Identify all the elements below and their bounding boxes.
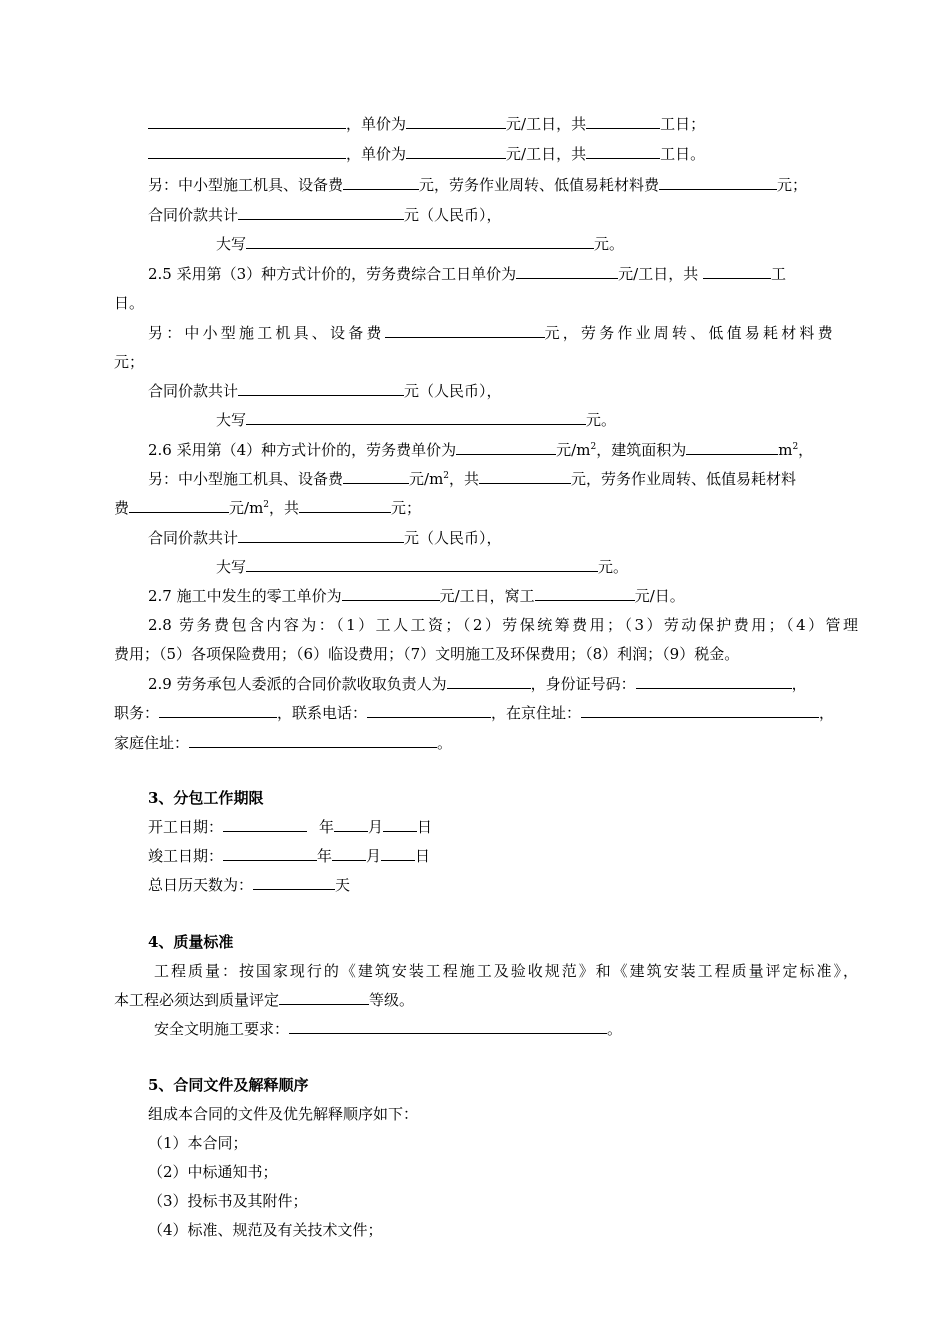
text: 费: [114, 499, 130, 517]
document-item: [148, 1162, 278, 1182]
text: ，: [819, 704, 835, 722]
text: 元/m: [556, 441, 591, 459]
text: 组成本合同的文件及优先解释顺序如下：: [148, 1105, 419, 1123]
blank-field: [223, 846, 317, 861]
text: 元。: [598, 558, 629, 576]
blank-field: [246, 234, 594, 249]
text: 大写: [216, 235, 247, 253]
text: 工日。: [660, 145, 706, 163]
text: 另：中小型施工机具、设备费: [148, 324, 385, 342]
text: （2）中标通知书；: [148, 1163, 278, 1181]
text: ，: [791, 675, 807, 693]
documents-intro: [148, 1104, 418, 1124]
text: 月: [366, 847, 382, 865]
text: 2.6 采用第（4）种方式计价的，劳务费单价为: [148, 441, 457, 459]
blank-field: [223, 817, 307, 832]
amount-in-words-line: [216, 234, 624, 254]
amount-in-words-line-2: [216, 410, 616, 430]
blank-field: [703, 264, 771, 279]
blank-field: [479, 469, 571, 484]
text: 2.5 采用第（3）种方式计价的，劳务费综合工日单价为: [148, 265, 517, 283]
text: ，建筑面积为: [596, 441, 687, 459]
section-2-5-equipment: [148, 323, 836, 343]
text: 2.8 劳务费包含内容为：（1）工人工资；（2）劳保统筹费用；（3）劳动保护费用；（4）管理: [148, 616, 858, 634]
blank-field: [299, 498, 391, 513]
text: 合同价款共计: [148, 529, 239, 547]
text: ，单价为: [346, 145, 407, 163]
blank-field: [129, 498, 229, 513]
text: 天: [335, 876, 351, 894]
contract-total-line: [148, 205, 502, 225]
text: 总日历天数为：: [148, 876, 254, 894]
contract-total-line-2: [148, 381, 502, 401]
text: 元/工日，共: [506, 115, 587, 133]
blank-field: [456, 440, 556, 455]
text: ，: [798, 441, 814, 459]
blank-field: [332, 846, 366, 861]
text: 元/工日，窝工: [439, 587, 535, 605]
text: 合同价款共计: [148, 382, 239, 400]
text: 另：中小型施工机具、设备费: [148, 470, 344, 488]
section-5-heading: [148, 1075, 308, 1095]
superscript: 2: [263, 500, 270, 510]
blank-field: [535, 586, 635, 601]
blank-field: [343, 175, 419, 190]
text: 合同价款共计: [148, 206, 239, 224]
text: 工程质量：按国家现行的《建筑安装工程施工及验收规范》和《建筑安装工程质量评定标准》，: [154, 962, 858, 980]
text: 元，劳务作业周转、低值易耗材料费: [544, 324, 836, 342]
blank-field: [289, 1019, 607, 1034]
text: 日。: [114, 294, 145, 312]
superscript: 2: [443, 471, 450, 481]
text: 元。: [586, 411, 617, 429]
blank-field: [238, 528, 404, 543]
text: 大写: [216, 411, 247, 429]
text: 日: [415, 847, 431, 865]
blank-field: [159, 703, 277, 718]
blank-field: [581, 703, 819, 718]
rate-line-2: [148, 144, 705, 164]
text: 费用；（5）各项保险费用；（6）临设费用；（7）文明施工及环保费用；（8）利润；（9）税金。: [114, 645, 740, 663]
text: 3、分包工作期限: [148, 789, 264, 807]
blank-field: [586, 114, 660, 129]
section-2-7: [148, 586, 685, 606]
blank-field: [246, 557, 598, 572]
blank-field: [659, 175, 777, 190]
text: ，共: [449, 470, 480, 488]
text: 大写: [216, 558, 247, 576]
document-item: [148, 1191, 308, 1211]
total-days-line: [148, 875, 350, 895]
text: 职务：: [114, 704, 160, 722]
text: 工日；: [660, 115, 706, 133]
text: 本工程必须达到质量评定: [114, 991, 280, 1009]
text: 元（人民币），: [404, 529, 502, 547]
blank-field: [343, 469, 409, 484]
blank-field: [406, 144, 506, 159]
text: 月: [368, 818, 384, 836]
blank-field: [406, 114, 506, 129]
text: 元（人民币），: [404, 382, 502, 400]
end-date-line: [148, 846, 430, 866]
blank-field: [246, 410, 586, 425]
contract-total-line-3: [148, 528, 502, 548]
text: 。: [607, 1020, 623, 1038]
text: 安全文明施工要求：: [154, 1020, 290, 1038]
text: ，身份证号码：: [530, 675, 636, 693]
document-item: [148, 1220, 383, 1240]
blank-field: [447, 674, 531, 689]
section-2-9-contact: [114, 703, 834, 723]
section-2-6-equipment: [148, 469, 796, 489]
text: 日: [417, 818, 433, 836]
text: 元；: [777, 176, 808, 194]
text: 年: [319, 818, 335, 836]
blank-field: [636, 674, 792, 689]
text: 元（人民币），: [404, 206, 502, 224]
section-2-6: [148, 440, 813, 460]
safety-requirement-line: [154, 1019, 622, 1039]
blank-field: [148, 114, 346, 129]
superscript: 2: [590, 442, 597, 452]
section-2-5-equipment-cont: [114, 352, 144, 372]
blank-field: [342, 586, 440, 601]
text: m: [778, 441, 793, 459]
superscript: 2: [792, 442, 799, 452]
amount-in-words-line-3: [216, 557, 628, 577]
section-2-8: [148, 615, 858, 635]
blank-field: [253, 875, 335, 890]
blank-field: [367, 703, 491, 718]
blank-field: [189, 733, 437, 748]
text: ，在京住址：: [491, 704, 582, 722]
text: 工: [771, 265, 787, 283]
start-date-line: [148, 817, 432, 837]
text: 元/工日，共: [618, 265, 703, 283]
section-2-5-cont: [114, 293, 144, 313]
section-2-9: [148, 674, 807, 694]
blank-field: [385, 323, 545, 338]
section-2-9-address: [114, 733, 452, 753]
text: （4）标准、规范及有关技术文件；: [148, 1221, 383, 1239]
text: 元/工日，共: [506, 145, 587, 163]
text: （3）投标书及其附件；: [148, 1192, 308, 1210]
text: 元；: [391, 499, 422, 517]
section-3-heading: [148, 788, 263, 808]
section-2-6-equipment-cont: [114, 498, 421, 518]
blank-field: [516, 264, 618, 279]
blank-field: [381, 846, 415, 861]
quality-grade-line: [114, 990, 414, 1010]
text: 5、合同文件及解释顺序: [148, 1076, 309, 1094]
blank-field: [279, 990, 369, 1005]
text: ，联系电话：: [277, 704, 368, 722]
rate-line-1: [148, 114, 705, 134]
text: ，共: [269, 499, 300, 517]
text: 家庭住址：: [114, 734, 190, 752]
text: 竣工日期：: [148, 847, 224, 865]
blank-field: [586, 144, 660, 159]
text: 元/日。: [634, 587, 685, 605]
text: 元。: [594, 235, 625, 253]
section-4-heading: [148, 932, 233, 952]
quality-standard-line: [154, 961, 858, 981]
text: 2.7 施工中发生的零工单价为: [148, 587, 342, 605]
text: 元，劳务作业周转、低值易耗材料: [571, 470, 797, 488]
text: 元/m: [229, 499, 264, 517]
section-2-8-cont: [114, 644, 739, 664]
text: 2.9 劳务承包人委派的合同价款收取负责人为: [148, 675, 447, 693]
equipment-fee-line: [148, 175, 807, 195]
blank-field: [334, 817, 368, 832]
blank-field: [686, 440, 778, 455]
section-2-5: [148, 264, 786, 284]
blank-field: [383, 817, 417, 832]
text: ，单价为: [346, 115, 407, 133]
text: 元，劳务作业周转、低值易耗材料费: [419, 176, 660, 194]
blank-field: [238, 205, 404, 220]
text: 另：中小型施工机具、设备费: [148, 176, 344, 194]
text: 元；: [114, 353, 145, 371]
text: （1）本合同；: [148, 1134, 248, 1152]
text: 等级。: [369, 991, 415, 1009]
text: 年: [317, 847, 333, 865]
text: 4、质量标准: [148, 933, 234, 951]
blank-field: [238, 381, 404, 396]
text: 。: [437, 734, 453, 752]
document-item: [148, 1133, 248, 1153]
text: 开工日期：: [148, 818, 224, 836]
blank-field: [148, 144, 346, 159]
text: 元/m: [409, 470, 444, 488]
